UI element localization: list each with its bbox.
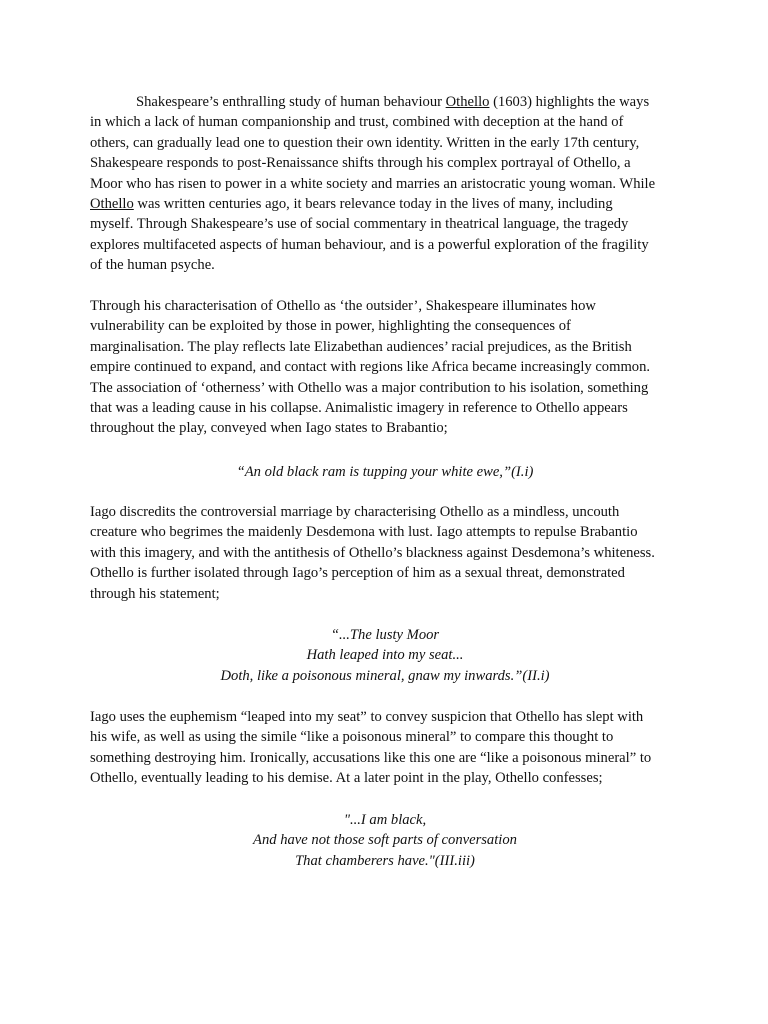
text-line: throughout the play, conveyed when Iago states to Brabantio; [90,420,448,437]
paragraph-euphemism [90,707,680,789]
quote-line: That chamberers have."(III.iii) [295,852,475,869]
text-line: of the human psyche. [90,257,215,274]
title-othello: Othello [90,195,134,212]
quote-line: Hath leaped into my seat... [306,647,464,664]
text-line: that was a leading cause in his collapse. Animalistic imagery in reference to Othello appears [90,399,628,416]
text-line: Iago uses the euphemism “leaped into my seat” to convey suspicion that Othello has slept with [90,709,644,725]
quote-line: Doth, like a poisonous mineral, gnaw my inwards.”(II.i) [220,667,550,684]
text-line: Through his characterisation of Othello as ‘the outsider’, Shakespeare illuminates how [90,298,596,314]
text-line: Othello, eventually leading to his demise. At a later point in the play, Othello confesses; [90,770,603,787]
quote-old-black-ram [90,462,680,482]
paragraph-outsider [90,296,680,439]
text-line: in which a lack of human companionship and trust, combined with deception at the hand of [90,114,624,131]
text-line: Moor who has risen to power in a white society and marries an aristocratic young woman. While [90,175,656,192]
title-othello: Othello [445,94,490,110]
paragraph-introduction [90,92,680,276]
text-line: The association of ‘otherness’ with Othello was a major contribution to his isolation, something [90,379,649,396]
text-line: others, can gradually lead one to question their own identity. Written in the early 17th century, [90,134,640,151]
quote-i-am-black [90,810,680,871]
text-line: something destroying him. Ironically, accusations like this one are “like a poisonous mineral” to [90,749,652,766]
text-line: Othello is further isolated through Iago’s perception of him as a sexual threat, demonstrated [90,565,625,582]
text-line: with this imagery, and with the antithesis of Othello’s blackness against Desdemona’s whiteness. [90,544,655,561]
quote-line: And have not those soft parts of conversation [253,832,517,849]
quote-line: "...I am black, [343,812,427,828]
text-line: Iago discredits the controversial marriage by characterising Othello as a mindless, uncouth [90,504,620,520]
quote-line: “...The lusty Moor [330,627,440,643]
paragraph-discredits [90,502,680,604]
text-line: marginalisation. The play reflects late Elizabethan audiences’ racial prejudices, as the British [90,338,632,355]
text-line: vulnerability can be exploited by those in power, highlighting the consequences of [90,318,571,335]
quote-line: “An old black ram is tupping your white ewe,”(I.i) [236,464,534,480]
text-line: Shakespeare responds to post-Renaissance shifts through his complex portrayal of Othello, a [90,155,631,172]
text-line: explores multifaceted aspects of human behaviour, and is a powerful exploration of the fragility [90,236,649,253]
text-line: his wife, as well as using the simile “like a poisonous mineral” to compare this thought to [90,729,614,746]
text-line: empire continued to expand, and contact with regions like Africa became increasingly common. [90,359,651,376]
text-line: creature who begrimes the maidenly Desdemona with lust. Iago attempts to repulse Brabantio [90,524,638,541]
text-line: myself. Through Shakespeare’s use of social commentary in theatrical language, the tragedy [90,216,629,233]
text-line: Shakespeare’s enthralling study of human behaviour Othello (1603) highlights the ways [136,94,650,110]
text-line: through his statement; [90,585,220,602]
text-line: Othello was written centuries ago, it bears relevance today in the lives of many, including [90,195,613,212]
quote-lusty-moor [90,625,680,686]
